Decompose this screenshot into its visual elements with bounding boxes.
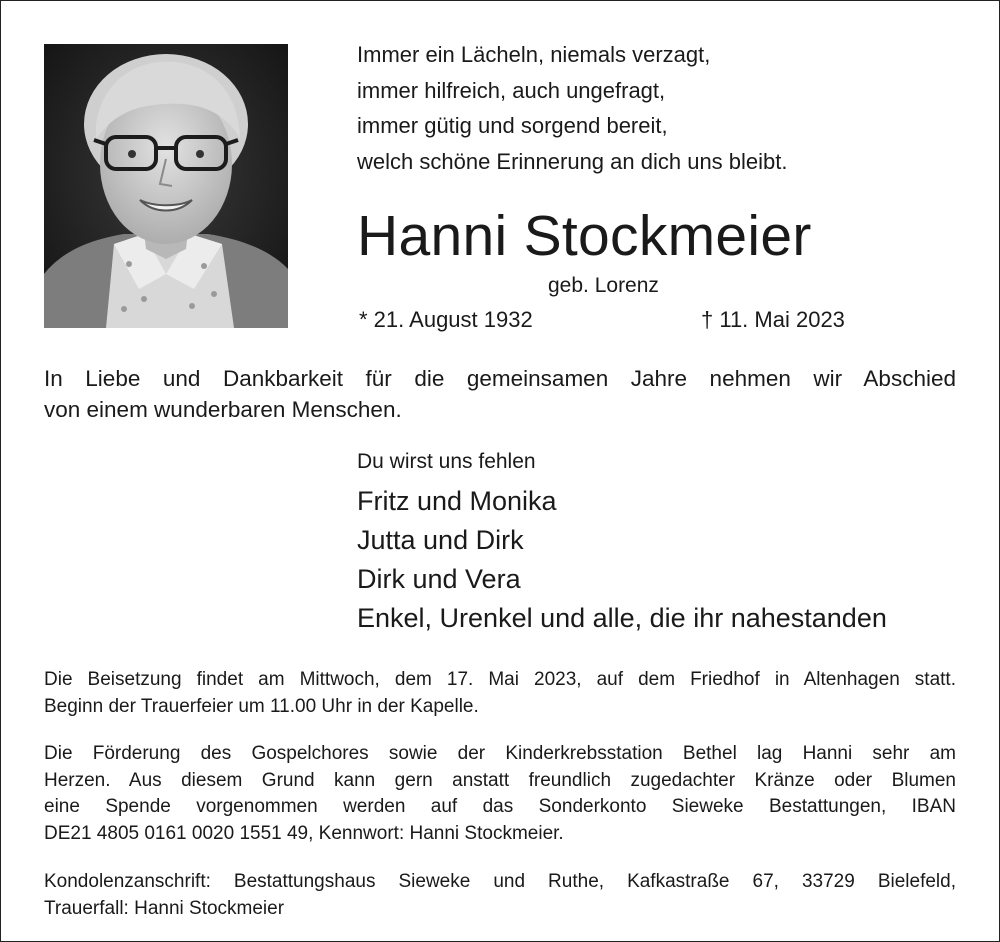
maiden-name: geb. Lorenz (548, 274, 659, 297)
poem-line: welch schöne Erinnerung an dich uns bleibt. (357, 148, 788, 174)
portrait-photo (44, 44, 288, 328)
funeral-details (44, 667, 956, 720)
donation-line: Die Förderung des Gospelchores sowie der Kinderkrebsstation Bethel lag Hanni sehr am (44, 743, 956, 764)
mourners-list (357, 482, 887, 638)
death-date: † 11. Mai 2023 (701, 307, 845, 332)
statement-line: von einem wunderbaren Menschen. (44, 397, 402, 422)
condolence-line: Trauerfall: Hanni Stockmeier (44, 897, 285, 919)
memorial-poem (357, 37, 788, 179)
donation-line: eine Spende vorgenommen werden auf das Sonderkonto Sieweke Bestattungen, IBAN (44, 796, 956, 817)
birth-date: * 21. August 1932 (359, 307, 533, 332)
funeral-line: Beginn der Trauerfeier um 11.00 Uhr in der Kapelle. (44, 695, 479, 717)
funeral-line: Die Beisetzung findet am Mittwoch, dem 17. Mai 2023, auf dem Friedhof in Altenhagen statt. (44, 669, 956, 690)
mourner-entry: Fritz und Monika (357, 486, 557, 516)
mourner-entry: Jutta und Dirk (357, 525, 524, 555)
mourner-entry: Enkel, Urenkel und alle, die ihr nahestanden (357, 603, 887, 633)
donation-line: Herzen. Aus diesem Grund kann gern anstatt freundlich zugedachter Kränze oder Blumen (44, 769, 956, 791)
farewell-statement (44, 363, 956, 425)
donation-line: DE21 4805 0161 0020 1551 49, Kennwort: Hanni Stockmeier. (44, 822, 564, 844)
condolence-address (44, 869, 956, 922)
condolence-line: Kondolenzanschrift: Bestattungshaus Sieweke und Ruthe, Kafkastraße 67, 33729 Bielefeld, (44, 871, 956, 892)
farewell-phrase: Du wirst uns fehlen (357, 450, 536, 473)
poem-line: immer hilfreich, auch ungefragt, (357, 77, 666, 103)
statement-line: In Liebe und Dankbarkeit für die gemeinsamen Jahre nehmen wir Abschied (44, 366, 956, 391)
poem-line: immer gütig und sorgend bereit, (357, 113, 668, 138)
deceased-name: Hanni Stockmeier (357, 204, 812, 268)
poem-line: Immer ein Lächeln, niemals verzagt, (357, 42, 711, 67)
donation-details (44, 741, 956, 847)
mourner-entry: Dirk und Vera (357, 564, 521, 594)
